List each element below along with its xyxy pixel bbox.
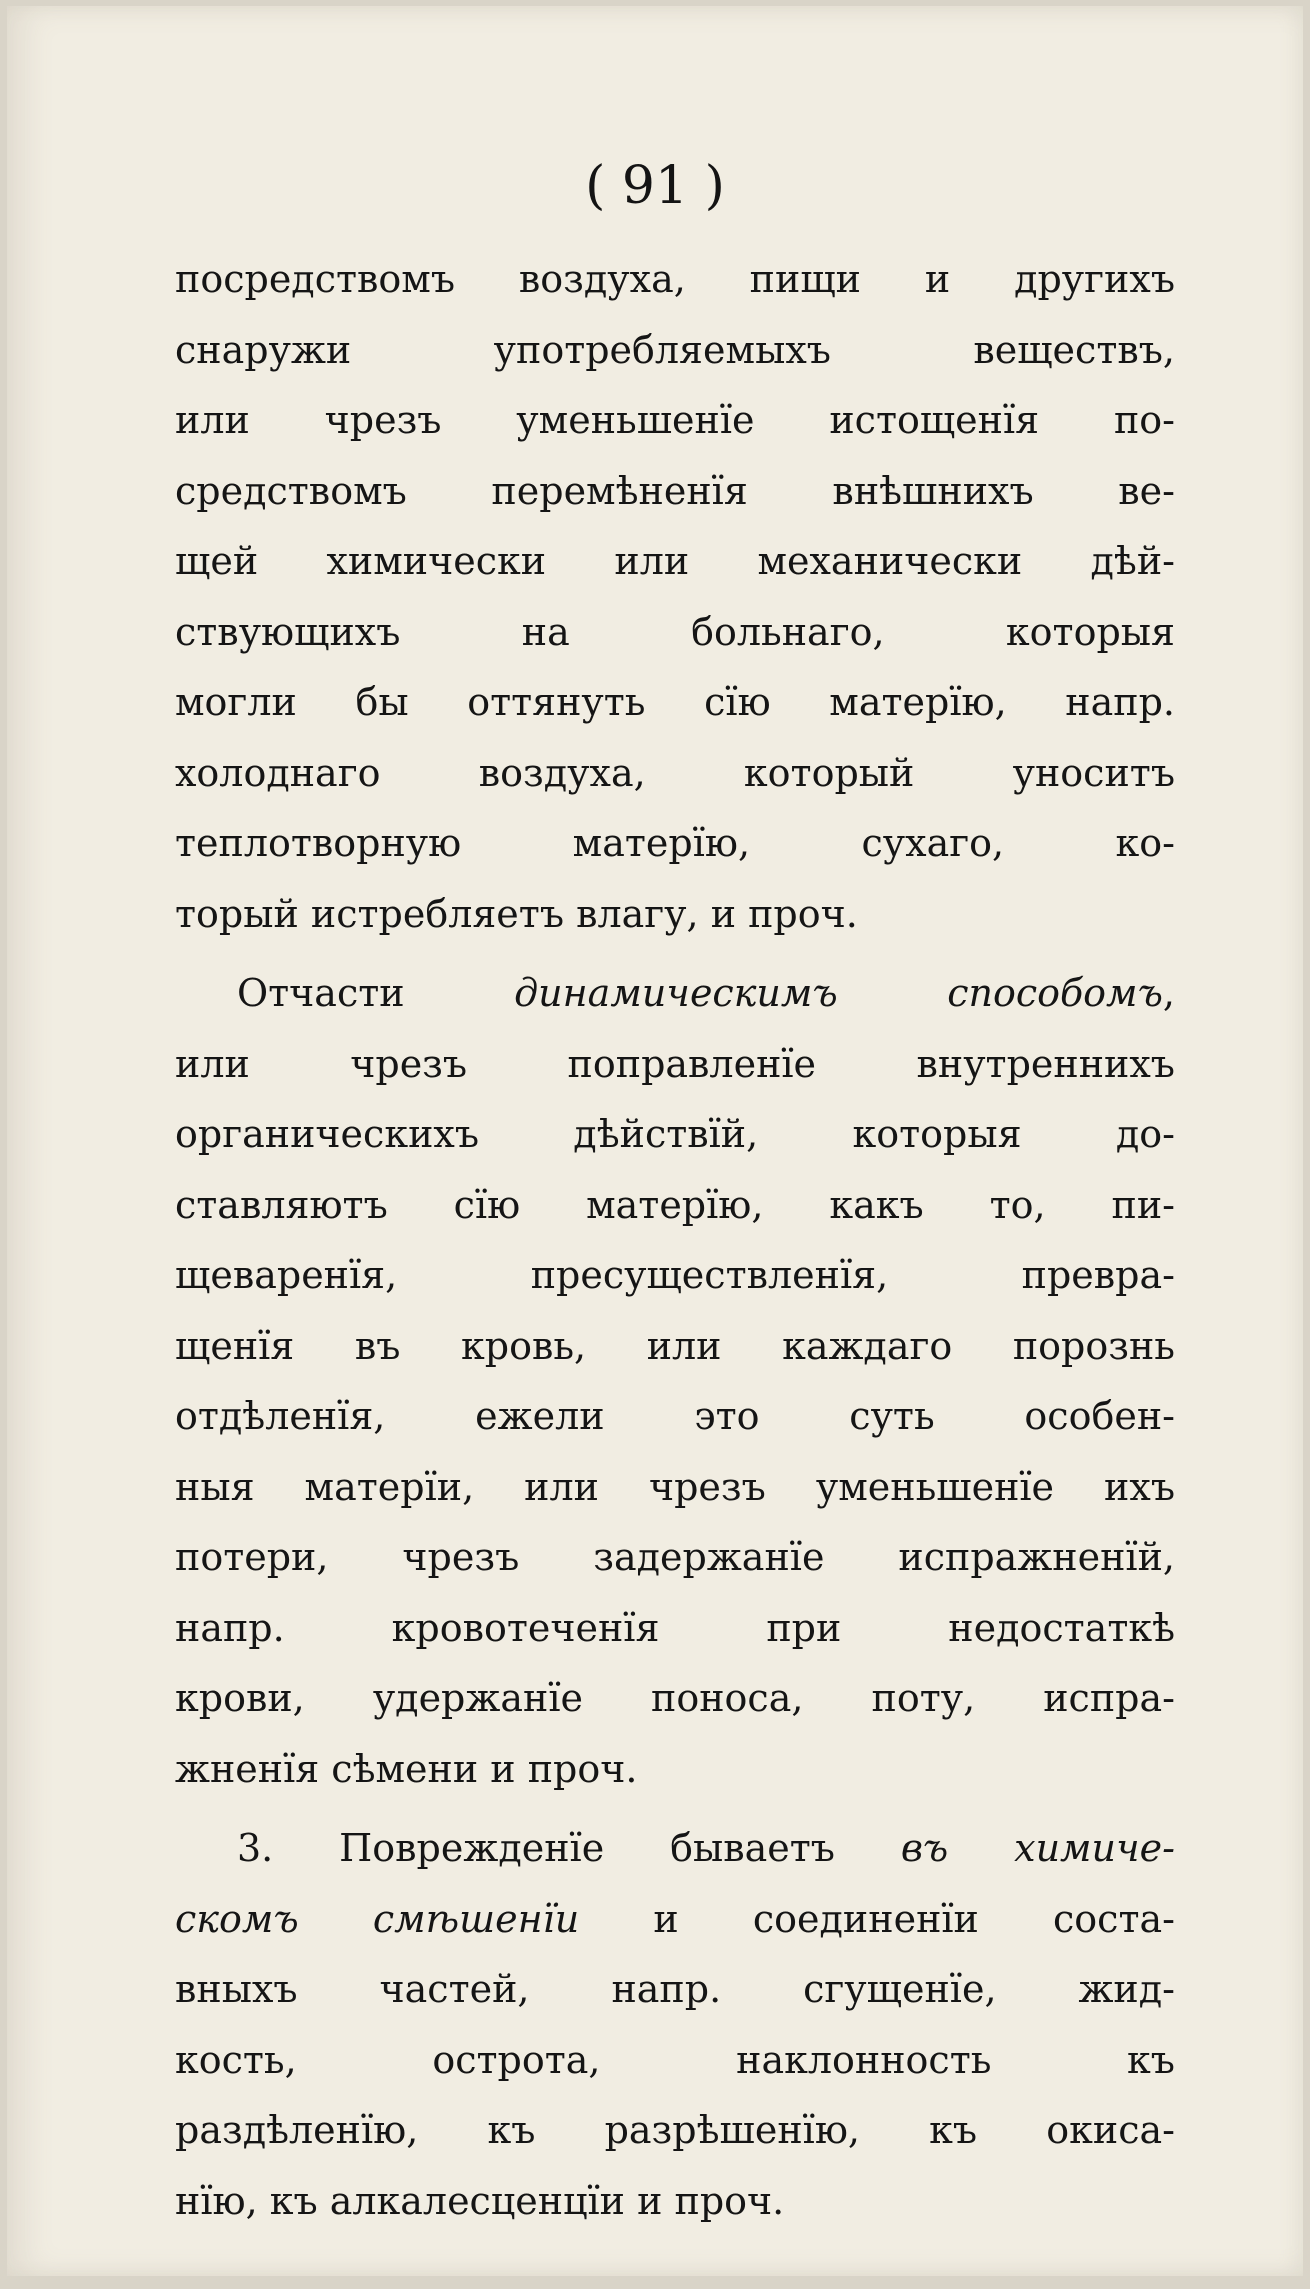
text-line xyxy=(175,1593,1175,1664)
text-run: крови, удержанїе поноса, поту, испра- xyxy=(175,1676,1175,1720)
text-line xyxy=(175,879,1175,950)
text-run: отдѣленїя, ежели это суть особен- xyxy=(175,1394,1175,1438)
text-line xyxy=(175,958,1175,1029)
text-line xyxy=(175,1522,1175,1593)
italic-text: въ химиче- xyxy=(900,1826,1175,1870)
text-run: и соединенїи соста- xyxy=(579,1896,1175,1941)
text-line xyxy=(175,385,1175,456)
text-line xyxy=(175,738,1175,809)
text-line xyxy=(175,244,1175,315)
text-run: жненїя сѣмени и проч. xyxy=(175,1746,638,1791)
text-line xyxy=(175,1381,1175,1452)
text-line xyxy=(175,1813,1175,1884)
text-line xyxy=(175,1240,1175,1311)
text-run: теплотворную матерїю, сухаго, ко- xyxy=(175,821,1175,865)
text-run: ствующихъ на больнаго, которыя xyxy=(175,609,1175,654)
text-line xyxy=(175,2025,1175,2096)
paragraph-gap xyxy=(175,1804,1175,1813)
text-run: органическихъ дѣйствїй, которыя до- xyxy=(175,1112,1175,1156)
paragraph xyxy=(175,958,1175,1804)
body-text xyxy=(175,244,1175,2236)
text-run: раздѣленїю, къ разрѣшенїю, къ окиса- xyxy=(175,2108,1175,2152)
text-run: щенїя въ кровь, или каждаго порознь xyxy=(175,1323,1175,1368)
text-run: кость, острота, наклонность къ xyxy=(175,2037,1175,2082)
paragraph xyxy=(175,244,1175,949)
text-line xyxy=(175,2095,1175,2166)
text-line xyxy=(175,1954,1175,2025)
text-line xyxy=(175,1884,1175,1955)
text-run: вныхъ частей, напр. сгущенїе, жид- xyxy=(175,1967,1175,2011)
text-line xyxy=(175,1099,1175,1170)
text-run: напр. кровотеченїя при недостаткѣ xyxy=(175,1605,1175,1650)
text-run: снаружи употребляемыхъ веществъ, xyxy=(175,327,1175,372)
paragraph xyxy=(175,1813,1175,2236)
text-line xyxy=(175,1311,1175,1382)
text-run: потери, чрезъ задержанїе испражненїй, xyxy=(175,1535,1175,1579)
paragraph-gap xyxy=(175,949,1175,958)
text-line xyxy=(175,456,1175,527)
text-run: торый истребляетъ влагу, и проч. xyxy=(175,891,858,936)
text-run: ставляютъ сїю матерїю, какъ то, пи- xyxy=(175,1182,1175,1227)
text-line xyxy=(175,1170,1175,1241)
page-number: ( 91 ) xyxy=(585,156,725,216)
book-page xyxy=(7,6,1303,2276)
text-run: щеваренїя, пресуществленїя, превра- xyxy=(175,1253,1175,1297)
text-run: или чрезъ уменьшенїе истощенїя по- xyxy=(175,398,1175,442)
italic-text: скомъ смѣшенїи xyxy=(175,1896,580,1941)
text-run: ныя матерїи, или чрезъ уменьшенїе ихъ xyxy=(175,1464,1175,1509)
text-line xyxy=(175,808,1175,879)
text-line xyxy=(175,597,1175,668)
text-line xyxy=(175,1029,1175,1100)
text-run: могли бы оттянуть сїю матерїю, напр. xyxy=(175,680,1175,724)
text-line xyxy=(175,315,1175,386)
text-line xyxy=(175,1452,1175,1523)
text-run: посредствомъ воздуха, пищи и другихъ xyxy=(175,257,1175,301)
text-run: или чрезъ поправленїе внутреннихъ xyxy=(175,1041,1175,1086)
text-run: 3. Поврежденїе бываетъ xyxy=(237,1826,901,1870)
text-line xyxy=(175,1734,1175,1805)
text-run: щей химически или механически дѣй- xyxy=(175,539,1175,583)
text-run: нїю, къ алкалесценцїи и проч. xyxy=(175,2178,785,2223)
text-line xyxy=(175,667,1175,738)
text-run: , xyxy=(1162,971,1175,1015)
text-line xyxy=(175,2166,1175,2237)
text-run: холоднаго воздуха, который уноситъ xyxy=(175,750,1175,795)
text-run: средствомъ перемѣненїя внѣшнихъ ве- xyxy=(175,468,1175,513)
text-line xyxy=(175,526,1175,597)
text-line xyxy=(175,1663,1175,1734)
text-run: Отчасти xyxy=(237,971,515,1015)
italic-text: динамическимъ способомъ xyxy=(514,971,1163,1015)
